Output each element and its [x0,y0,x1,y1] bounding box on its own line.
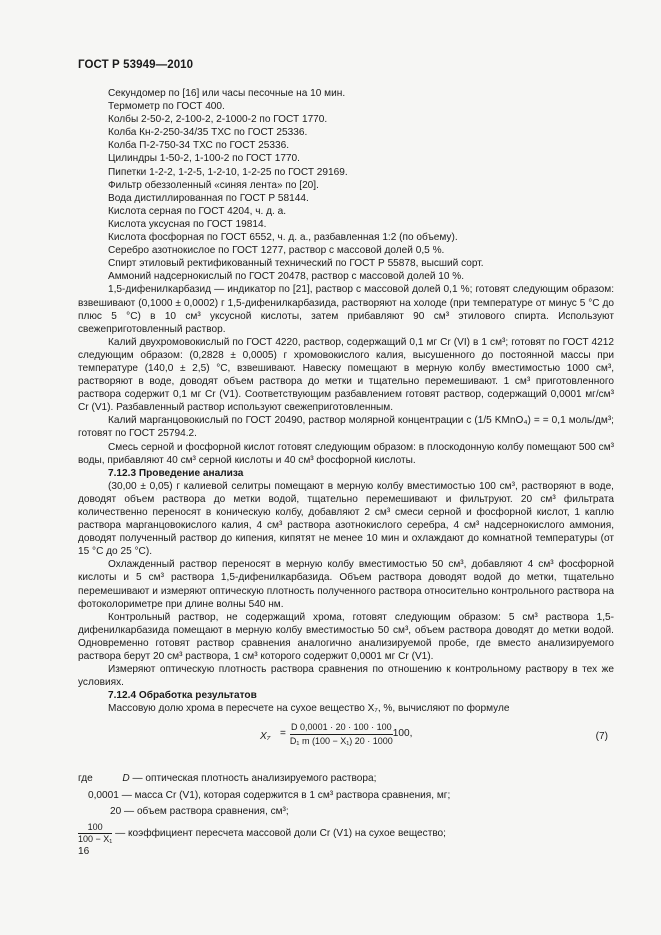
list-item: Фильтр обеззоленный «синяя лента» по [20]. [108,179,319,191]
paragraph-measure: Измеряют оптическую плотность раствора сравнения по отношению к контрольному раствору в тех же условиях. [78,664,614,689]
formula-number: (7) [595,730,608,742]
legend-coefficient-fraction [78,822,112,845]
paragraph-acid-mixture: Смесь серной и фосфорной кислот готовят следующим образом: в плоскодонную колбу помещают 500 см³ воды, прибавляют 40 см³ серной кислоты и 40 см³ фосфорной кислоты. [78,441,614,466]
formula-tail: 100, [392,728,413,740]
paragraph-analysis-1: (30,00 ± 0,05) г калиевой селитры помещают в мерную колбу вместимостью 100 см³, растворяют в воде, доводят объем раствора до метки водой, тщательно перемешивают и фильтруют. 20 см³ фильтрата количественно переносят в коническую колбу, добавляют 2 см³ смеси серной и фосфорной кислот, 1 каплю раствора марганцовокислого калия, 4 см³ раствора азотнокислого серебра, 4 см³ надсернокислого аммония, доводят полученный раствор до кипения, кипятят не менее 10 мин и охлаждают до комнатной температуры (от 15 °С до 25 °С). [78,480,614,558]
legend-lead: где [78,772,93,784]
paragraph-analysis-2: Охлажденный раствор переносят в мерную колбу вместимостью 50 см³, добавляют 4 см³ фосфорной кислоты и 5 см³ раствора 1,5-дифенилкарбазида. Объем раствора доводят водой до метки, тщательно перемешивают и измеряют оптическую плотность полученного раствора относительно контрольного раствора на фотоколориметре при длине волны 540 нм. [78,559,614,610]
paragraph-potassium-permanganate: Калий марганцовокислый по ГОСТ 20490, раствор молярной концентрации c (1/5 KMnO₄) = = 0,1 моль/дм³; готовят по ГОСТ 25794.2. [78,415,614,440]
legend-row-d [78,772,376,785]
legend-text-coefficient: — коэффициент пересчета массовой доли Cr (V1) на сухое вещество; [115,827,446,839]
page-header: ГОСТ Р 53949—2010 [78,59,194,71]
page-number: 16 [78,846,90,857]
legend-text-volume: — объем раствора сравнения, см³; [124,805,289,817]
list-item: Колба П-2-750-34 ТХС по ГОСТ 25336. [108,140,290,152]
formula-denominator: D₁ m (100 − X₁) 20 · 1000 [289,735,393,746]
list-item: Колба Кн-2-250-34/35 ТХС по ГОСТ 25336. [108,127,308,139]
list-item: Колбы 2-50-2, 2-100-2, 2-1000-2 по ГОСТ 1770. [108,114,328,126]
page-content [78,87,614,882]
list-item: Серебро азотнокислое по ГОСТ 1277, раствор с массовой долей 0,5 %. [108,245,445,257]
list-item: Термометр по ГОСТ 400. [108,101,225,113]
list-item: Цилиндры 1-50-2, 1-100-2 по ГОСТ 1770. [108,153,300,165]
paragraph-formula-intro: Массовую долю хрома в пересчете на сухое вещество X₇, %, вычисляют по формуле [108,703,510,715]
materials-list [78,87,614,283]
legend-symbol-d: D [122,772,130,784]
legend-row-coefficient [78,822,446,845]
list-item: Секундомер по [16] или часы песочные на 10 мин. [108,88,346,99]
formula-7 [78,722,614,762]
list-item: Пипетки 1-2-2, 1-2-5, 1-2-10, 1-2-25 по ГОСТ 29169. [108,166,348,178]
list-item: Вода дистиллированная по ГОСТ Р 58144. [108,192,309,204]
formula-body [280,722,412,747]
legend-row-mass [88,789,450,802]
list-item: Кислота серная по ГОСТ 4204, ч. д. а. [108,205,287,217]
legend-row-volume [110,805,289,818]
list-item: Спирт этиловый ректификованный технический по ГОСТ Р 55878, высший сорт. [108,258,484,270]
section-heading-analysis: 7.12.3 Проведение анализа [108,467,244,479]
formula-lhs: X₇ [260,730,271,742]
legend-symbol-mass: 0,0001 [88,789,119,801]
formula-numerator: D 0,0001 · 20 · 100 · 100 [290,722,393,735]
legend-text-d: — оптическая плотность анализируемого раствора; [132,772,377,784]
list-item: Кислота уксусная по ГОСТ 19814. [108,218,267,230]
formula-equals: = [280,728,286,740]
legend-coefficient-denominator: 100 − X₁ [78,833,113,844]
paragraph-control-solution: Контрольный раствор, не содержащий хрома, готовят следующим образом: 5 см³ раствора 1,5-дифенилкарбазида помещают в мерную колбу вместимостью 50 см³, объем раствора доводят до метки водой. Одновременно готовят раствор сравнения аналогично анализируемой пробе, где вместо анализируемого раствора берут 20 см³ раствора, 1 см³ которого содержит 0,0001 мг Cr (V1). [78,611,614,663]
legend-text-mass: — масса Cr (V1), которая содержится в 1 см³ раствора сравнения, мг; [121,789,451,801]
section-heading-results: 7.12.4 Обработка результатов [108,690,257,702]
legend-symbol-volume: 20 [110,805,122,817]
legend-coefficient-numerator: 100 [78,822,112,834]
formula-legend [78,772,614,882]
list-item: Аммоний надсернокислый по ГОСТ 20478, раствор с массовой долей 10 %. [108,271,465,283]
paragraph-potassium-dichromate: Калий двухромовокислый по ГОСТ 4220, раствор, содержащий 0,1 мг Cr (VI) в 1 см³; готовят по ГОСТ 4212 следующим образом: (0,2828 ± 0,0005) г хромовокислого калия, высушенного до постоянной массы при температуре (140,0 ± 2,5) °С, взвешивают. Навеску помещают в мерную колбу вместимостью 1000 см³, растворяют в воде, доводят объем раствора до метки и тщательно перемешивают. 1 см³ приготовленного раствора содержит 0,1 мг Cr (V1). Соответствующим разбавлением готовят раствор, содержащий 0,0001 мг/см³ Cr (V1). Разбавленный раствор используют свежеприготовленным. [78,336,614,414]
list-item: Кислота фосфорная по ГОСТ 6552, ч. д. а., разбавленная 1:2 (по объему). [108,232,458,244]
paragraph-diphenylcarbazide: 1,5-дифенилкарбазид — индикатор по [21], раствор с массовой долей 0,1 %; готовят следующим образом: взвешивают (0,1000 ± 0,0002) г 1,5-дифенилкарбазида, растворяют на холоде (при температуре от минус 5 °С до плюс 5 °С) в 10 см³ уксусной кислоты, затем прибавляют 90 см³ этилового спирта. Используют свежеприготовленный раствор. [78,284,614,335]
formula-fraction [290,722,393,747]
